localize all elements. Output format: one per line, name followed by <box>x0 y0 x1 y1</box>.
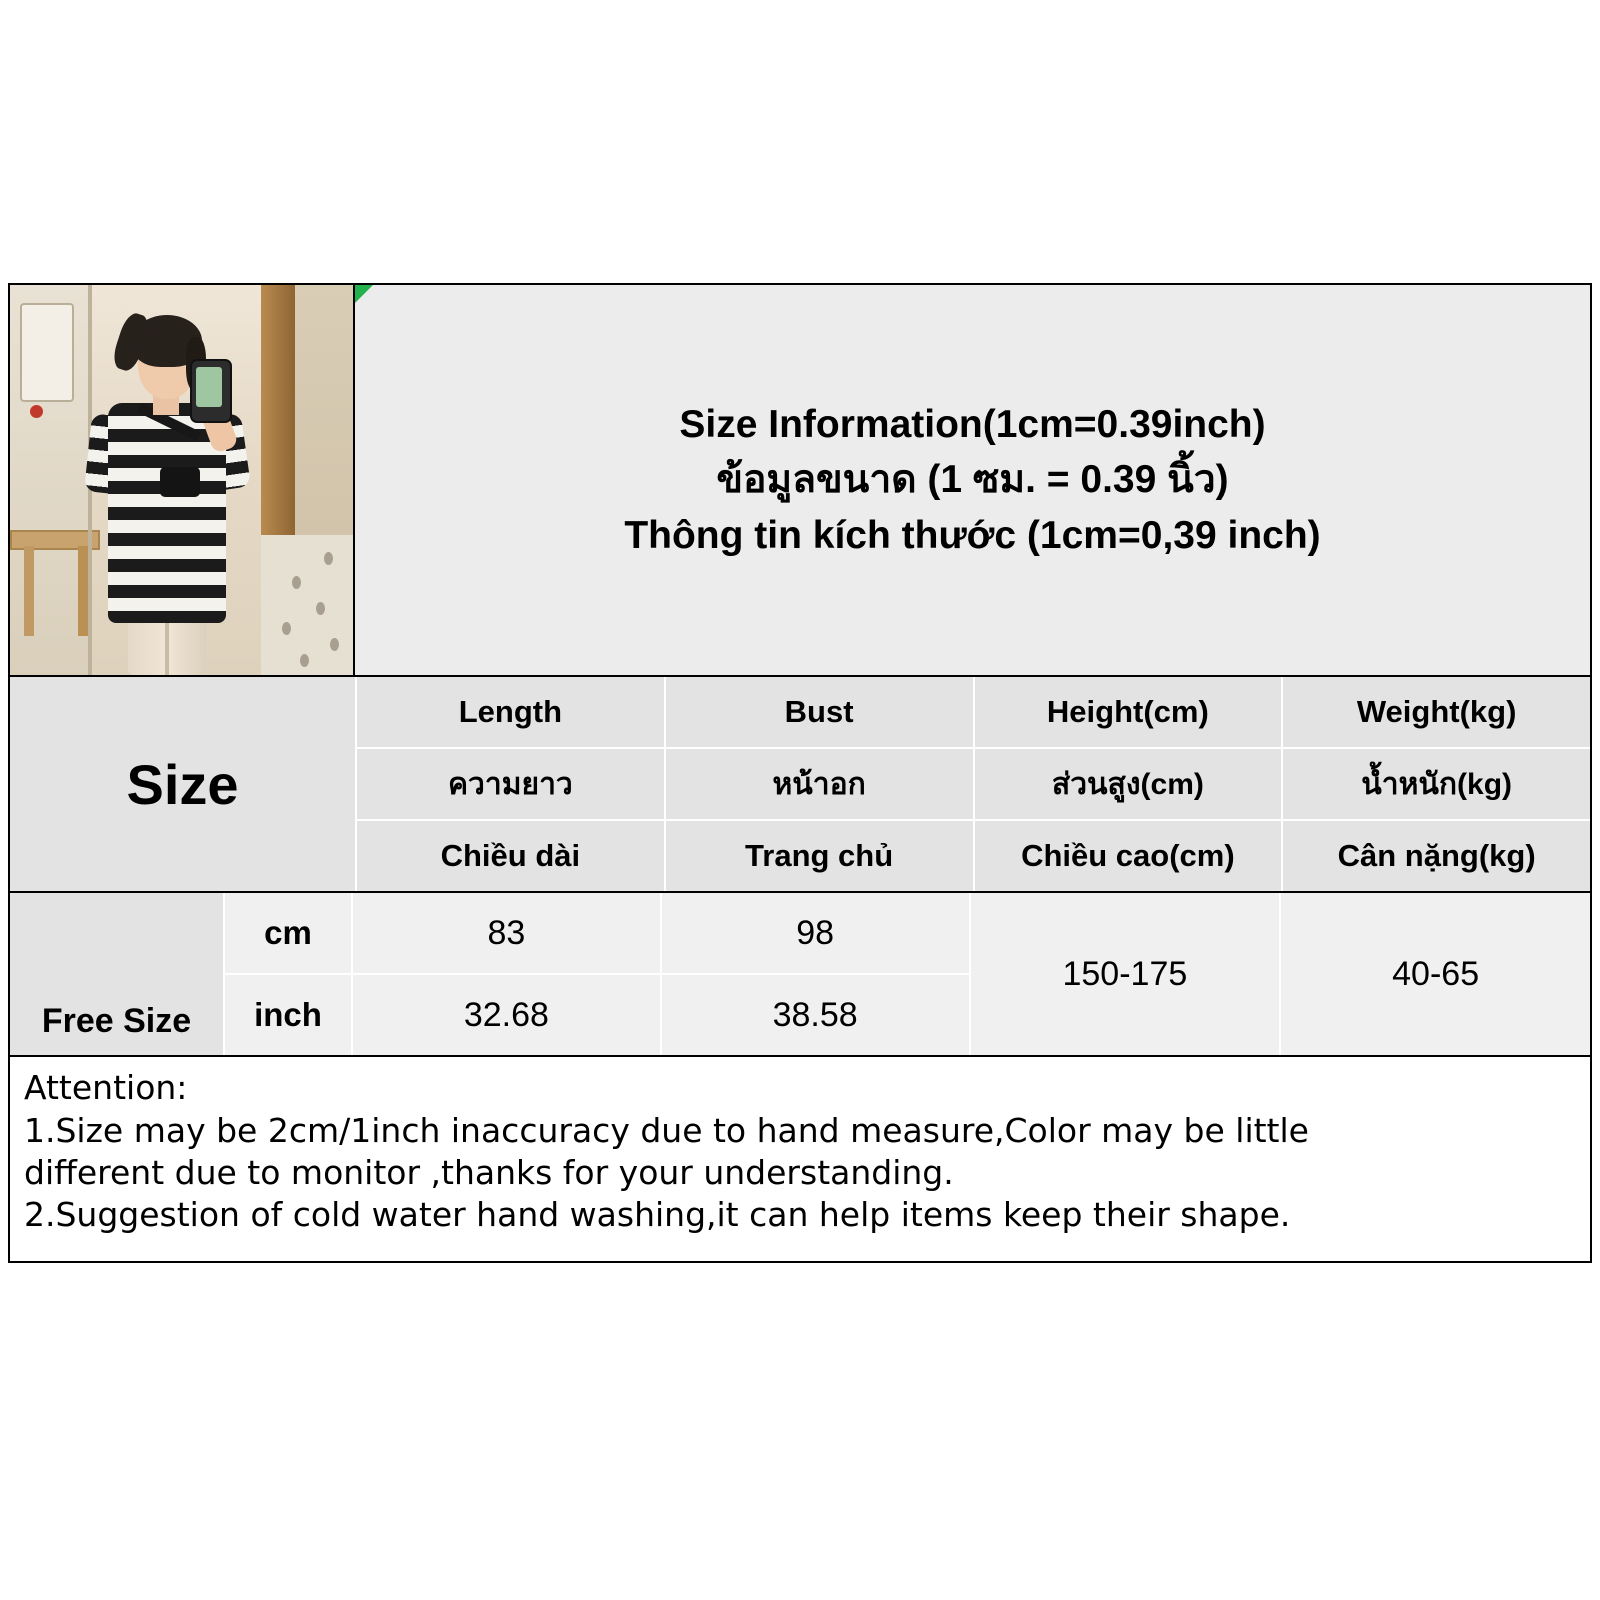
chart-title-block <box>355 285 1590 675</box>
attention-title: Attention: <box>24 1068 188 1107</box>
cell-weight-range: 40-65 <box>1281 893 1590 1055</box>
column-length-en: Length <box>357 677 664 749</box>
row-size-label: Free Size <box>10 893 225 1055</box>
column-height <box>973 677 1282 891</box>
cell-length <box>353 893 662 1055</box>
title-thai: ข้อมูลขนาด (1 ซม. = 0.39 นิ้ว) <box>716 458 1229 502</box>
cell-bust <box>662 893 971 1055</box>
column-weight-en: Weight(kg) <box>1283 677 1590 749</box>
size-chart <box>8 283 1592 1263</box>
green-corner-marker <box>355 285 373 303</box>
column-length-vi: Chiều dài <box>357 821 664 891</box>
size-column-label: Size <box>10 677 357 891</box>
column-height-th: ส่วนสูง(cm) <box>975 749 1282 821</box>
column-bust <box>664 677 973 891</box>
column-weight <box>1281 677 1590 891</box>
column-bust-en: Bust <box>666 677 973 749</box>
attention-line-3: 2.Suggestion of cold water hand washing,it can help items keep their shape. <box>24 1195 1291 1235</box>
column-height-vi: Chiều cao(cm) <box>975 821 1282 891</box>
column-height-en: Height(cm) <box>975 677 1282 749</box>
table-row <box>10 893 1590 1057</box>
column-weight-th: น้ำหนัก(kg) <box>1283 749 1590 821</box>
table-column-headers <box>10 677 1590 893</box>
title-english: Size Information(1cm=0.39inch) <box>679 402 1266 446</box>
cell-length-inch: 32.68 <box>353 975 662 1055</box>
cell-height-range: 150-175 <box>971 893 1282 1055</box>
row-units <box>225 893 353 1055</box>
column-bust-vi: Trang chủ <box>666 821 973 891</box>
chart-header-row <box>10 285 1590 677</box>
cell-length-cm: 83 <box>353 893 662 975</box>
column-bust-th: หน้าอก <box>666 749 973 821</box>
unit-inch: inch <box>225 975 353 1055</box>
product-photo <box>10 285 355 675</box>
attention-line-1: 1.Size may be 2cm/1inch inaccuracy due to hand measure,Color may be little <box>24 1110 1309 1150</box>
attention-line-2: different due to monitor ,thanks for your understanding. <box>24 1153 954 1193</box>
attention-block <box>10 1057 1590 1261</box>
cell-bust-cm: 98 <box>662 893 971 975</box>
column-length-th: ความยาว <box>357 749 664 821</box>
column-length <box>357 677 664 891</box>
cell-bust-inch: 38.58 <box>662 975 971 1055</box>
column-weight-vi: Cân nặng(kg) <box>1283 821 1590 891</box>
title-vietnamese: Thông tin kích thước (1cm=0,39 inch) <box>624 513 1321 557</box>
unit-cm: cm <box>225 893 353 975</box>
